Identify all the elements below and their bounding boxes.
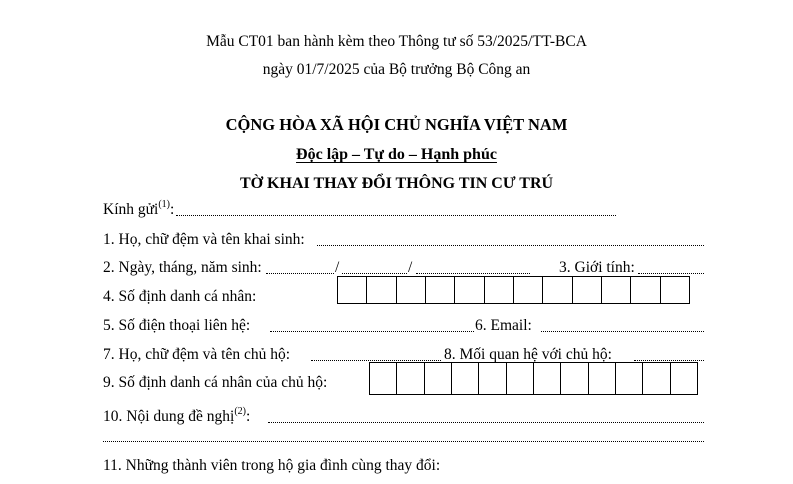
motto-text: Độc lập – Tự do – Hạnh phúc: [296, 146, 497, 163]
relation-label: 8. Mối quan hệ với chủ hộ:: [444, 346, 612, 363]
dob-separator-2: /: [408, 259, 413, 276]
recipient-note: (1): [158, 198, 171, 210]
request-label: 10. Nội dung đề nghị$^{(2)}$:: [103, 405, 251, 425]
household-head-id-digit-box[interactable]: [616, 363, 643, 394]
household-head-id-digit-box[interactable]: [397, 363, 424, 394]
form-reference-line-2: ngày 01/7/2025 của Bộ trưởng Bộ Công an: [262, 61, 531, 78]
id-number-digit-box[interactable]: [661, 277, 689, 303]
household-head-id-digit-box[interactable]: [452, 363, 479, 394]
id-number-digit-box[interactable]: [455, 277, 484, 303]
dob-separator-1: /: [335, 259, 340, 276]
id-number-digit-box[interactable]: [631, 277, 660, 303]
request-input-line-1[interactable]: [268, 422, 704, 423]
household-head-id-digit-box[interactable]: [589, 363, 616, 394]
household-head-id-label: 9. Số định danh cá nhân của chủ hộ:: [103, 374, 328, 391]
form-title: TỜ KHAI THAY ĐỔI THÔNG TIN CƯ TRÚ: [239, 175, 554, 192]
id-number-digit-box[interactable]: [543, 277, 572, 303]
request-note: (2): [234, 405, 246, 417]
id-number-digit-box[interactable]: [573, 277, 602, 303]
motto: [0, 145, 793, 165]
gender-label: 3. Giới tính:: [559, 259, 635, 276]
id-number-digit-box[interactable]: [485, 277, 514, 303]
dob-month-input-line[interactable]: [342, 273, 407, 274]
household-head-id-boxes[interactable]: [369, 362, 698, 395]
id-number-digit-box[interactable]: [367, 277, 396, 303]
full-name-label: 1. Họ, chữ đệm và tên khai sinh:: [103, 231, 305, 248]
id-number-digit-box[interactable]: [338, 277, 367, 303]
household-head-id-digit-box[interactable]: [479, 363, 506, 394]
id-number-digit-box[interactable]: [602, 277, 631, 303]
household-head-id-digit-box[interactable]: [534, 363, 561, 394]
members-label: 11. Những thành viên trong hộ gia đình cùng thay đổi:: [103, 457, 441, 474]
dob-label: 2. Ngày, tháng, năm sinh:: [103, 259, 262, 276]
id-number-digit-box[interactable]: [514, 277, 543, 303]
full-name-input-line[interactable]: [317, 245, 704, 246]
id-number-boxes[interactable]: [337, 276, 690, 304]
relation-input-line[interactable]: [634, 360, 704, 361]
household-head-id-digit-box[interactable]: [671, 363, 697, 394]
email-label: 6. Email:: [475, 317, 532, 334]
household-head-name-label: 7. Họ, chữ đệm và tên chủ hộ:: [103, 346, 291, 363]
phone-label: 5. Số điện thoại liên hệ:: [103, 317, 251, 334]
id-number-digit-box[interactable]: [397, 277, 426, 303]
household-head-id-digit-box[interactable]: [425, 363, 452, 394]
household-head-name-input-line[interactable]: [311, 360, 441, 361]
household-head-id-digit-box[interactable]: [507, 363, 534, 394]
request-input-line-2[interactable]: [103, 441, 704, 442]
gender-input-line[interactable]: [638, 273, 704, 274]
email-input-line[interactable]: [541, 331, 704, 332]
recipient-label-text: Kính gửi: [103, 201, 159, 218]
household-head-id-digit-box[interactable]: [643, 363, 670, 394]
household-head-id-digit-box[interactable]: [561, 363, 588, 394]
id-number-label: 4. Số định danh cá nhân:: [103, 288, 257, 305]
dob-day-input-line[interactable]: [266, 273, 334, 274]
request-label-text: 10. Nội dung đề nghị: [103, 408, 235, 425]
phone-input-line[interactable]: [270, 331, 474, 332]
recipient-input-line[interactable]: [176, 215, 616, 216]
dob-year-input-line[interactable]: [416, 273, 530, 274]
form-reference-line-1: Mẫu CT01 ban hành kèm theo Thông tư số 53/2025/TT-BCA: [206, 33, 587, 50]
id-number-digit-box[interactable]: [426, 277, 455, 303]
household-head-id-digit-box[interactable]: [370, 363, 397, 394]
nation-title: CỘNG HÒA XÃ HỘI CHỦ NGHĨA VIỆT NAM: [225, 115, 568, 134]
recipient-label: Kính gửi$^{(1)}$:: [103, 198, 175, 218]
